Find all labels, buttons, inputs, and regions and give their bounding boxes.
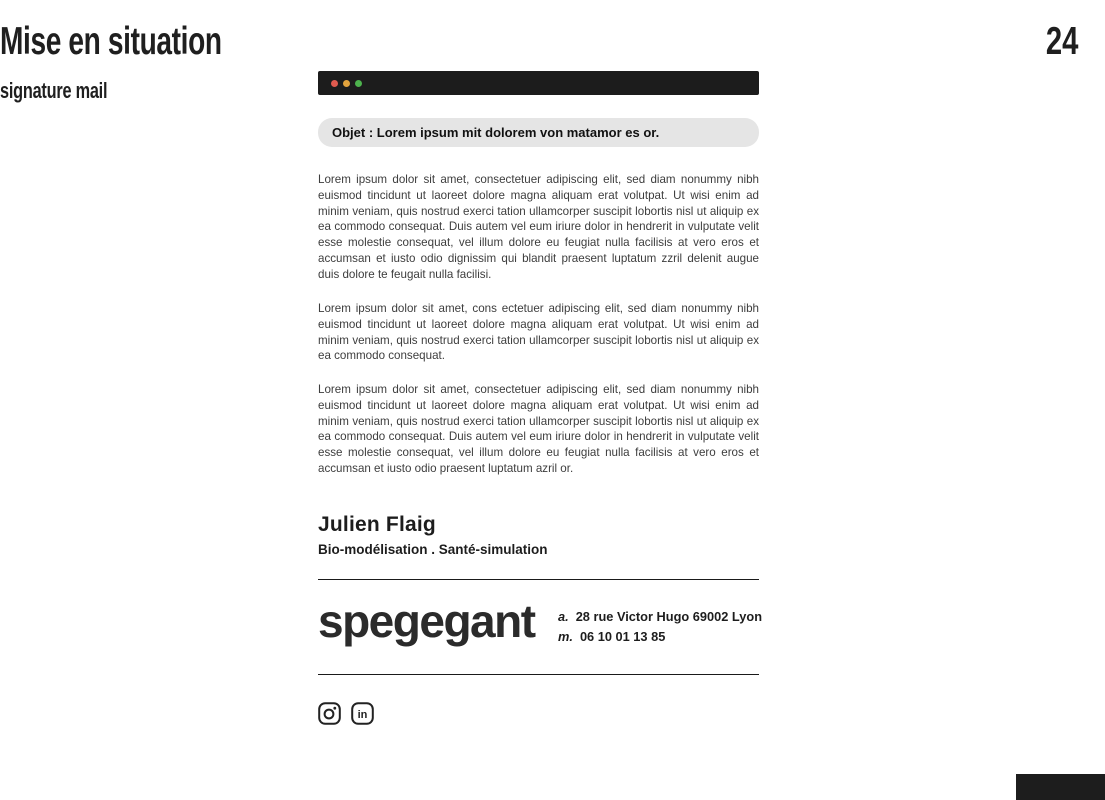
phone-row [558, 627, 759, 647]
instagram-icon[interactable] [318, 702, 341, 725]
contact-block [558, 607, 763, 647]
linkedin-glyph: in [357, 709, 368, 721]
page-number: 24 [1045, 20, 1078, 63]
close-window-icon[interactable] [331, 80, 338, 87]
address-row [558, 607, 763, 627]
page-subtitle: signature mail [0, 78, 108, 103]
signature-tagline: Bio-modélisation . Santé-simulation [318, 542, 548, 557]
address-text: 28 rue Victor Hugo 69002 Lyon [575, 609, 763, 624]
linkedin-icon[interactable] [351, 702, 374, 725]
phone-text: 06 10 01 13 85 [579, 629, 666, 644]
email-paragraph: Lorem ipsum dolor sit amet, consectetuer adipiscing elit, sed diam nonummy nibh euismod tincidunt ut laoreet dolore magna aliquam erat volutpat. Ut wisi enim ad minim veniam, quis nostrud exerci tation ullamcorper suscipit lobortis nisl ut aliquip ex ea commodo consequat. Duis autem vel eum iriure dolor in hendrerit in vulputate velit esse molestie consequat, vel illum dolore eu feugiat nulla facilisis at vero eros et accumsan et iusto odio praesent luptatum azril or. [318, 383, 759, 475]
window-titlebar [318, 71, 759, 95]
signature-divider-top [318, 579, 759, 580]
email-subject-bar [318, 118, 759, 147]
email-paragraph: Lorem ipsum dolor sit amet, consectetuer adipiscing elit, sed diam nonummy nibh euismod tincidunt ut laoreet dolore magna aliquam erat volutpat. Ut wisi enim ad minim veniam, quis nostrud exerci tation ullamcorper suscipit lobortis nisl ut aliquip ex ea commodo consequat. Duis autem vel eum iriure dolor in hendrerit in vulputate velit esse molestie consequat, vel illum dolore eu feugiat nulla facilisis at vero eros et accumsan et iusto odio dignissim qui blandit praesent luptatum zzril delenit augue duis dolore te feugait nulla facilisi. [318, 173, 759, 281]
corner-accent-block [1016, 774, 1105, 800]
signature-name: Julien Flaig [318, 513, 436, 536]
signature-divider-bottom [318, 674, 759, 675]
phone-label: m. [558, 629, 573, 644]
email-window-mockup [318, 71, 763, 733]
email-subject-text: Objet : Lorem ipsum mit dolorem von matamor es or. [332, 125, 660, 140]
social-links-row [318, 702, 374, 725]
brand-logo: spegegant [318, 595, 535, 647]
zoom-window-icon[interactable] [355, 80, 362, 87]
minimize-window-icon[interactable] [343, 80, 350, 87]
address-label: a. [558, 609, 569, 624]
page-title: Mise en situation [0, 20, 222, 63]
email-paragraph: Lorem ipsum dolor sit amet, cons ectetuer adipiscing elit, sed diam nonummy nibh euismod tincidunt ut laoreet dolore magna aliquam erat volutpat. Ut wisi enim ad minim veniam, quis nostrud exerci tation ullamcorper suscipit lobortis nisl ut aliquip ex ea commodo consequat. [318, 302, 759, 363]
